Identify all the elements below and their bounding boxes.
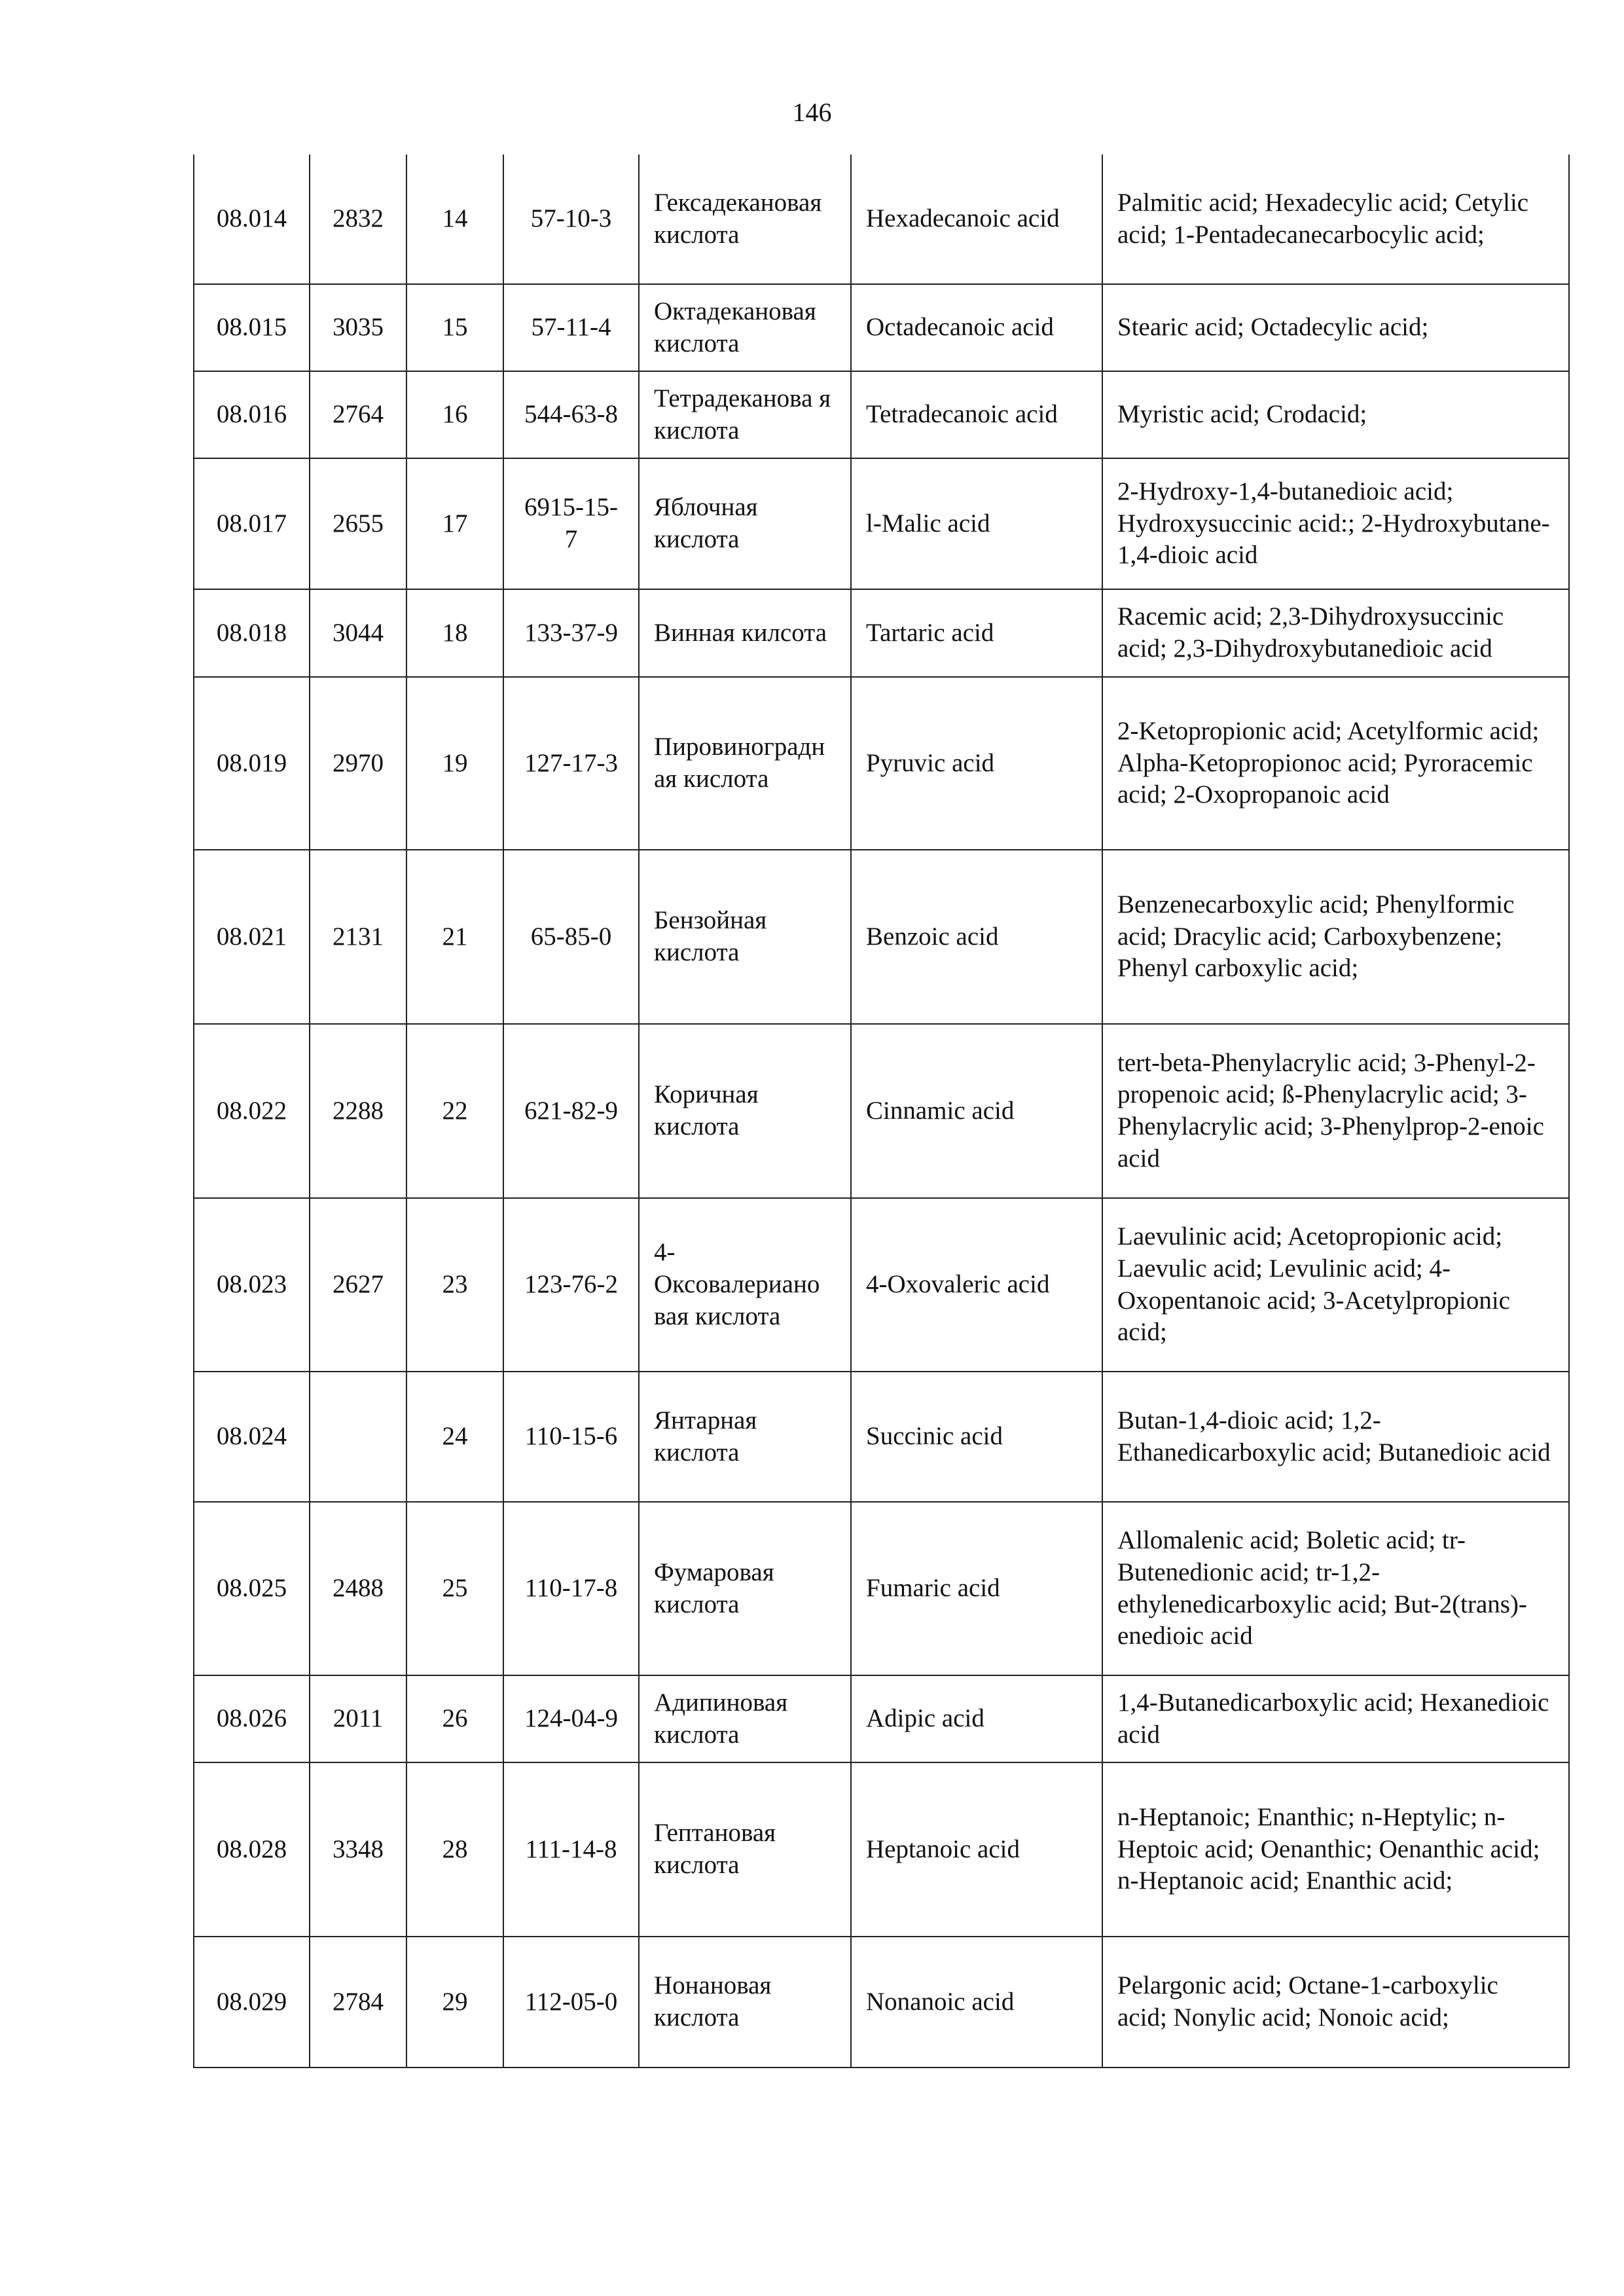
cell-fema-number: 2288 bbox=[310, 1024, 406, 1198]
cell-synonyms: 2-Ketopropionic acid; Acetylformic acid; Alpha-Ketopropionoc acid; Pyroracemic acid; 2-Oxopropanoic acid bbox=[1102, 677, 1569, 850]
cell-fl-number: 08.018 bbox=[194, 589, 310, 677]
cell-cas-number: 127-17-3 bbox=[503, 677, 639, 850]
cell-english-name: Adipic acid bbox=[851, 1675, 1102, 1762]
cell-synonyms: 1,4-Butanedicarboxylic acid; Hexanedioic acid bbox=[1102, 1675, 1569, 1762]
cell-cas-number: 112-05-0 bbox=[503, 1937, 639, 2068]
cell-cas-number: 110-15-6 bbox=[503, 1372, 639, 1502]
cell-fema-number: 2488 bbox=[310, 1502, 406, 1675]
cell-synonyms: Laevulinic acid; Acetopropionic acid; Laevulic acid; Levulinic acid; 4-Oxopentanoic acid; 3-Acetylpropionic acid; bbox=[1102, 1198, 1569, 1372]
cell-synonyms: tert-beta-Phenylacrylic acid; 3-Phenyl-2-propenoic acid; ß-Phenylacrylic acid; 3-Phenylacrylic acid; 3-Phenylprop-2-enoic acid bbox=[1102, 1024, 1569, 1198]
cell-index: 29 bbox=[406, 1937, 503, 2068]
table-row bbox=[194, 677, 1569, 850]
cell-fl-number: 08.017 bbox=[194, 458, 310, 589]
cell-index: 18 bbox=[406, 589, 503, 677]
cell-index: 15 bbox=[406, 284, 503, 371]
cell-index: 23 bbox=[406, 1198, 503, 1372]
cell-russian-name: Нонановая кислота bbox=[639, 1937, 851, 2068]
cell-index: 26 bbox=[406, 1675, 503, 1762]
cell-cas-number: 544-63-8 bbox=[503, 371, 639, 458]
cell-fl-number: 08.014 bbox=[194, 155, 310, 284]
cell-english-name: 4-Oxovaleric acid bbox=[851, 1198, 1102, 1372]
cell-cas-number: 6915-15-7 bbox=[503, 458, 639, 589]
cell-fema-number: 2970 bbox=[310, 677, 406, 850]
cell-english-name: Succinic acid bbox=[851, 1372, 1102, 1502]
table-row bbox=[194, 1675, 1569, 1762]
cell-synonyms: Palmitic acid; Hexadecylic acid; Cetylic acid; 1-Pentadecanecarbocylic acid; bbox=[1102, 155, 1569, 284]
cell-english-name: Octadecanoic acid bbox=[851, 284, 1102, 371]
cell-index: 25 bbox=[406, 1502, 503, 1675]
cell-cas-number: 621-82-9 bbox=[503, 1024, 639, 1198]
cell-fl-number: 08.019 bbox=[194, 677, 310, 850]
cell-cas-number: 111-14-8 bbox=[503, 1762, 639, 1937]
cell-index: 14 bbox=[406, 155, 503, 284]
cell-fl-number: 08.021 bbox=[194, 850, 310, 1024]
cell-fl-number: 08.022 bbox=[194, 1024, 310, 1198]
cell-fl-number: 08.023 bbox=[194, 1198, 310, 1372]
cell-russian-name: Фумаровая кислота bbox=[639, 1502, 851, 1675]
table-row bbox=[194, 155, 1569, 284]
cell-cas-number: 124-04-9 bbox=[503, 1675, 639, 1762]
cell-synonyms: Myristic acid; Crodacid; bbox=[1102, 371, 1569, 458]
cell-russian-name: Бензойная кислота bbox=[639, 850, 851, 1024]
cell-fl-number: 08.024 bbox=[194, 1372, 310, 1502]
cell-russian-name: Тетрадеканова я кислота bbox=[639, 371, 851, 458]
cell-russian-name: Коричная кислота bbox=[639, 1024, 851, 1198]
cell-cas-number: 57-10-3 bbox=[503, 155, 639, 284]
cell-fl-number: 08.025 bbox=[194, 1502, 310, 1675]
table-row bbox=[194, 458, 1569, 589]
cell-index: 16 bbox=[406, 371, 503, 458]
cell-synonyms: Racemic acid; 2,3-Dihydroxysuccinic acid; 2,3-Dihydroxybutanedioic acid bbox=[1102, 589, 1569, 677]
table-body bbox=[194, 155, 1569, 2068]
cell-synonyms: Allomalenic acid; Boletic acid; tr-Butenedionic acid; tr-1,2-ethylenedicarboxylic acid; But-2(trans)-enedioic acid bbox=[1102, 1502, 1569, 1675]
cell-synonyms: Pelargonic acid; Octane-1-carboxylic acid; Nonylic acid; Nonoic acid; bbox=[1102, 1937, 1569, 2068]
cell-fema-number: 2764 bbox=[310, 371, 406, 458]
cell-cas-number: 133-37-9 bbox=[503, 589, 639, 677]
page-number: 146 bbox=[792, 98, 832, 127]
cell-fl-number: 08.029 bbox=[194, 1937, 310, 2068]
cell-english-name: Pyruvic acid bbox=[851, 677, 1102, 850]
table-row bbox=[194, 1502, 1569, 1675]
table-row bbox=[194, 284, 1569, 371]
cell-synonyms: Benzenecarboxylic acid; Phenylformic acid; Dracylic acid; Carboxybenzene; Phenyl carboxylic acid; bbox=[1102, 850, 1569, 1024]
table-row bbox=[194, 371, 1569, 458]
cell-russian-name: Янтарная кислота bbox=[639, 1372, 851, 1502]
table-row bbox=[194, 850, 1569, 1024]
cell-fema-number: 2627 bbox=[310, 1198, 406, 1372]
cell-fema-number: 3348 bbox=[310, 1762, 406, 1937]
cell-cas-number: 65-85-0 bbox=[503, 850, 639, 1024]
cell-english-name: Hexadecanoic acid bbox=[851, 155, 1102, 284]
cell-fema-number: 2832 bbox=[310, 155, 406, 284]
cell-english-name: Heptanoic acid bbox=[851, 1762, 1102, 1937]
cell-russian-name: Яблочная кислота bbox=[639, 458, 851, 589]
cell-cas-number: 57-11-4 bbox=[503, 284, 639, 371]
cell-fema-number: 3044 bbox=[310, 589, 406, 677]
cell-index: 17 bbox=[406, 458, 503, 589]
cell-english-name: l-Malic acid bbox=[851, 458, 1102, 589]
cell-index: 21 bbox=[406, 850, 503, 1024]
cell-synonyms: 2-Hydroxy-1,4-butanedioic acid; Hydroxysuccinic acid:; 2-Hydroxybutane-1,4-dioic acid bbox=[1102, 458, 1569, 589]
cell-cas-number: 123-76-2 bbox=[503, 1198, 639, 1372]
cell-russian-name: Адипиновая кислота bbox=[639, 1675, 851, 1762]
cell-fema-number: 2131 bbox=[310, 850, 406, 1024]
cell-fema-number: 2655 bbox=[310, 458, 406, 589]
cell-russian-name: 4-Оксовалериано вая кислота bbox=[639, 1198, 851, 1372]
cell-english-name: Fumaric acid bbox=[851, 1502, 1102, 1675]
cell-synonyms: Butan-1,4-dioic acid; 1,2-Ethanedicarboxylic acid; Butanedioic acid bbox=[1102, 1372, 1569, 1502]
table-row bbox=[194, 1937, 1569, 2068]
cell-index: 19 bbox=[406, 677, 503, 850]
cell-fema-number: 3035 bbox=[310, 284, 406, 371]
cell-english-name: Nonanoic acid bbox=[851, 1937, 1102, 2068]
cell-russian-name: Пировиноградн ая кислота bbox=[639, 677, 851, 850]
cell-cas-number: 110-17-8 bbox=[503, 1502, 639, 1675]
cell-index: 22 bbox=[406, 1024, 503, 1198]
cell-synonyms: n-Heptanoic; Enanthic; n-Heptylic; n-Heptoic acid; Oenanthic; Oenanthic acid; n-Heptanoic acid; Enanthic acid; bbox=[1102, 1762, 1569, 1937]
table-row bbox=[194, 1372, 1569, 1502]
cell-english-name: Benzoic acid bbox=[851, 850, 1102, 1024]
cell-fl-number: 08.028 bbox=[194, 1762, 310, 1937]
cell-russian-name: Винная килсота bbox=[639, 589, 851, 677]
cell-russian-name: Октадекановая кислота bbox=[639, 284, 851, 371]
cell-fl-number: 08.026 bbox=[194, 1675, 310, 1762]
cell-english-name: Cinnamic acid bbox=[851, 1024, 1102, 1198]
flavouring-substances-table bbox=[193, 155, 1570, 2068]
cell-fl-number: 08.016 bbox=[194, 371, 310, 458]
cell-fema-number bbox=[310, 1372, 406, 1502]
cell-russian-name: Гексадекановая кислота bbox=[639, 155, 851, 284]
table-row bbox=[194, 589, 1569, 677]
table-row bbox=[194, 1024, 1569, 1198]
cell-synonyms: Stearic acid; Octadecylic acid; bbox=[1102, 284, 1569, 371]
cell-index: 28 bbox=[406, 1762, 503, 1937]
table-row bbox=[194, 1198, 1569, 1372]
cell-index: 24 bbox=[406, 1372, 503, 1502]
cell-fema-number: 2011 bbox=[310, 1675, 406, 1762]
cell-english-name: Tartaric acid bbox=[851, 589, 1102, 677]
cell-english-name: Tetradecanoic acid bbox=[851, 371, 1102, 458]
cell-fema-number: 2784 bbox=[310, 1937, 406, 2068]
cell-fl-number: 08.015 bbox=[194, 284, 310, 371]
table-row bbox=[194, 1762, 1569, 1937]
cell-russian-name: Гептановая кислота bbox=[639, 1762, 851, 1937]
